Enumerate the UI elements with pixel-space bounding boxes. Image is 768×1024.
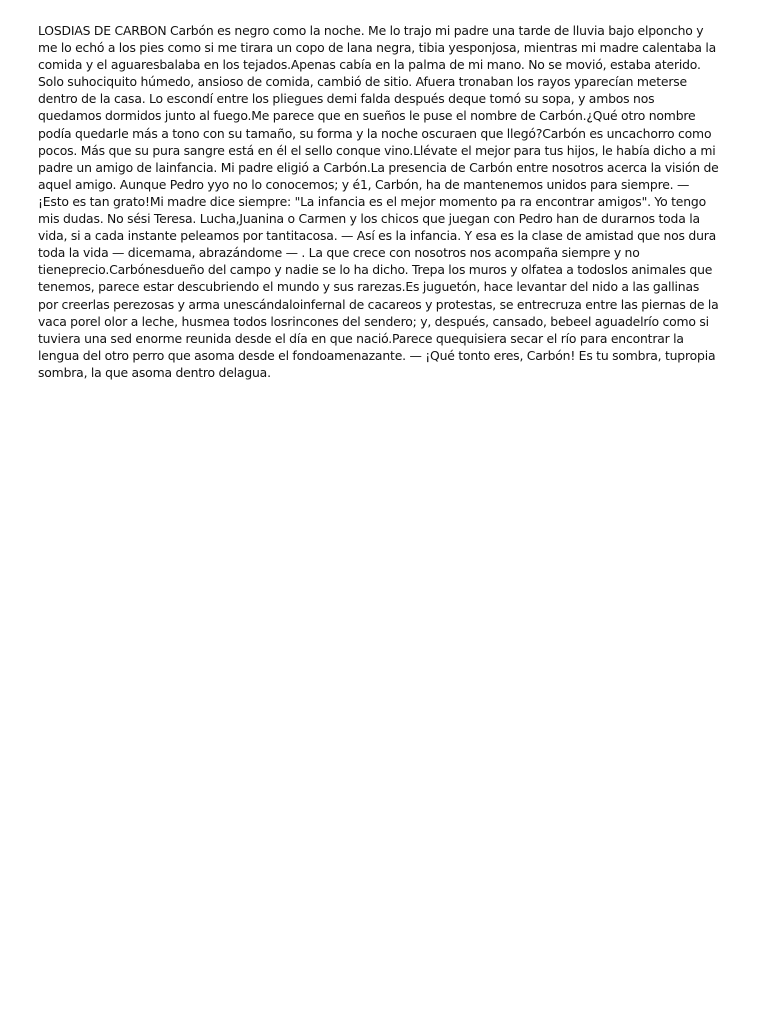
document-body-text: LOSDIAS DE CARBON Carbón es negro como la noche. Me lo trajo mi padre una tarde de lluvia bajo elponcho y me lo echó a los pies como si me tirara un copo de lana negra, tibia yesponjosa, mientras mi madre calentaba la comida y el aguaresbalaba en los tejados.Apenas cabía en la palma de mi mano. No se movió, estaba aterido. Solo suhociquito húmedo, ansioso de comida, cambió de sitio. Afuera tronaban los rayos yparecían meterse dentro de la casa. Lo escondí entre los pliegues demi falda después deque tomó su sopa, y ambos nos quedamos dormidos junto al fuego.Me parece que en sueños le puse el nombre de Carbón.¿Qué otro nombre podía quedarle más a tono con su tamaño, su forma y la noche oscuraen que llegó?Carbón es uncachorro como pocos. Más que su pura sangre está en él el sello conque vino.Llévate el mejor para tus hijos, le había dicho a mi padre un amigo de lainfancia. Mi padre eligió a Carbón.La presencia de Carbón entre nosotros acerca la visión de aquel amigo. Aunque Pedro yyo no lo conocemos; y é1, Carbón, ha de mantenemos unidos para siempre. — ¡Esto es tan grato!Mi madre dice siempre: "La infancia es el mejor momento pa ra encontrar amigos". Yo tengo mis dudas. No sési Teresa. Lucha,Juanina o Carmen y los chicos que juegan con Pedro han de durarnos toda la vida, si a cada instante peleamos por tantitacosa. — Así es la infancia. Y esa es la clase de amistad que nos dura toda la vida — dicemama, abrazándome — . La que crece con nosotros nos acompaña siempre y no tieneprecio.Carbónesdueño del campo y nadie se lo ha dicho. Trepa los muros y olfatea a todoslos animales que tenemos, parece estar descubriendo el mundo y sus rarezas.Es juguetón, hace levantar del nido a las gallinas por creerlas perezosas y arma unescándaloinfernal de cacareos y protestas, se entrecruza entre las piernas de la vaca porel olor a leche, husmea todos losrincones del sendero; y, después, cansado, bebeel aguadelrío como si tuviera una sed enorme reunida desde el día en que nació.Parece quequisiera secar el río para encontrar la lengua del otro perro que asoma desde el fondoamenazante. — ¡Qué tonto eres, Carbón! Es tu sombra, tupropia sombra, la que asoma dentro delagua. (38, 23, 719, 380)
